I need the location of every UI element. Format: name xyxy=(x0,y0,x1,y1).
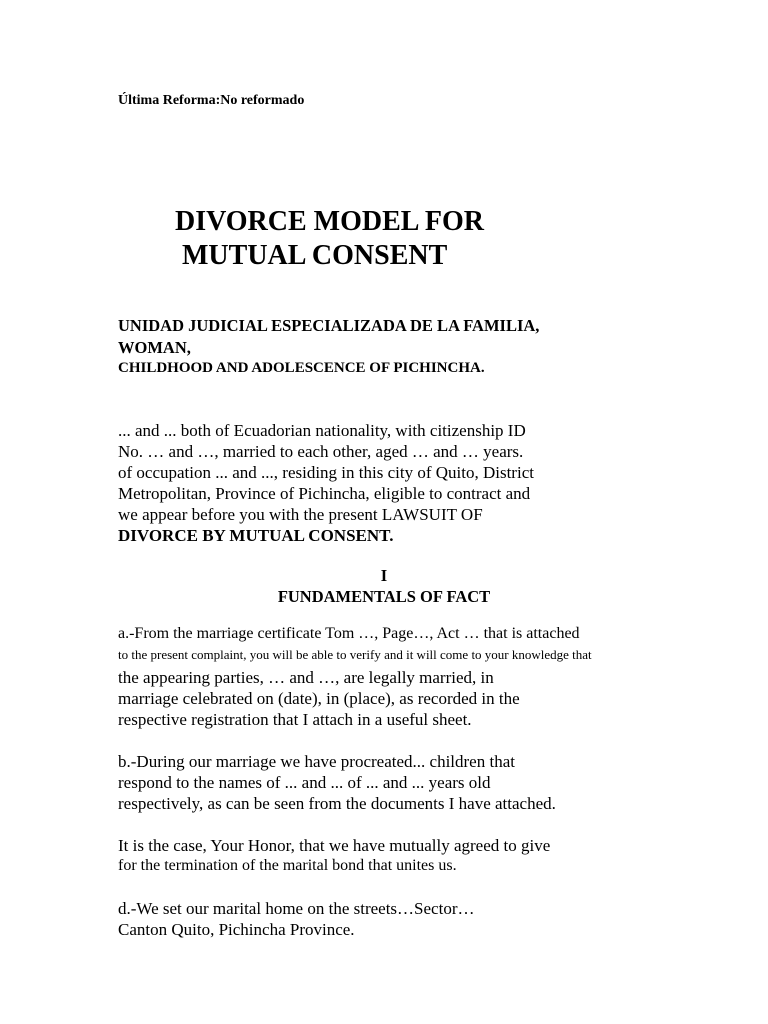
intro-line-5: we appear before you with the present LAWSUIT OF xyxy=(118,505,483,524)
para-a-line-5: respective registration that I attach in a useful sheet. xyxy=(118,710,472,729)
document-title-line-1: DIVORCE MODEL FOR xyxy=(175,206,485,237)
court-name-line-2: WOMAN, xyxy=(118,338,191,357)
court-name-line-1: UNIDAD JUDICIAL ESPECIALIZADA DE LA FAMILIA, xyxy=(118,316,540,335)
para-d-line-1: d.-We set our marital home on the streets…Sector… xyxy=(118,899,475,918)
last-reform-header: Última Reforma:No reformado xyxy=(118,93,305,108)
court-name-line-3: CHILDHOOD AND ADOLESCENCE OF PICHINCHA. xyxy=(118,360,485,376)
para-c-line-1: It is the case, Your Honor, that we have mutually agreed to give xyxy=(118,836,551,855)
para-b-line-1: b.-During our marriage we have procreated... children that xyxy=(118,752,515,771)
intro-line-3: of occupation ... and ..., residing in this city of Quito, District xyxy=(118,463,534,482)
para-b-line-3: respectively, as can be seen from the documents I have attached. xyxy=(118,794,556,813)
section-number: I xyxy=(380,566,388,585)
para-a-line-4: marriage celebrated on (date), in (place), as recorded in the xyxy=(118,689,520,708)
para-a-line-1: a.-From the marriage certificate Tom …, Page…, Act … that is attached xyxy=(118,625,580,642)
intro-line-4: Metropolitan, Province of Pichincha, eligible to contract and xyxy=(118,484,531,503)
para-a-line-2: to the present complaint, you will be able to verify and it will come to your knowledge that xyxy=(118,647,592,662)
intro-line-1: ... and ... both of Ecuadorian nationality, with citizenship ID xyxy=(118,421,526,440)
para-d-line-2: Canton Quito, Pichincha Province. xyxy=(118,920,355,939)
document-title-line-2: MUTUAL CONSENT xyxy=(182,240,448,271)
para-b-line-2: respond to the names of ... and ... of ... and ... years old xyxy=(118,773,491,792)
section-heading: FUNDAMENTALS OF FACT xyxy=(277,587,491,606)
para-a-line-3: the appearing parties, … and …, are legally married, in xyxy=(118,668,494,687)
para-c-line-2: for the termination of the marital bond that unites us. xyxy=(118,857,457,874)
intro-line-6: DIVORCE BY MUTUAL CONSENT. xyxy=(118,526,394,545)
intro-line-2: No. … and …, married to each other, aged … and … years. xyxy=(118,442,524,461)
